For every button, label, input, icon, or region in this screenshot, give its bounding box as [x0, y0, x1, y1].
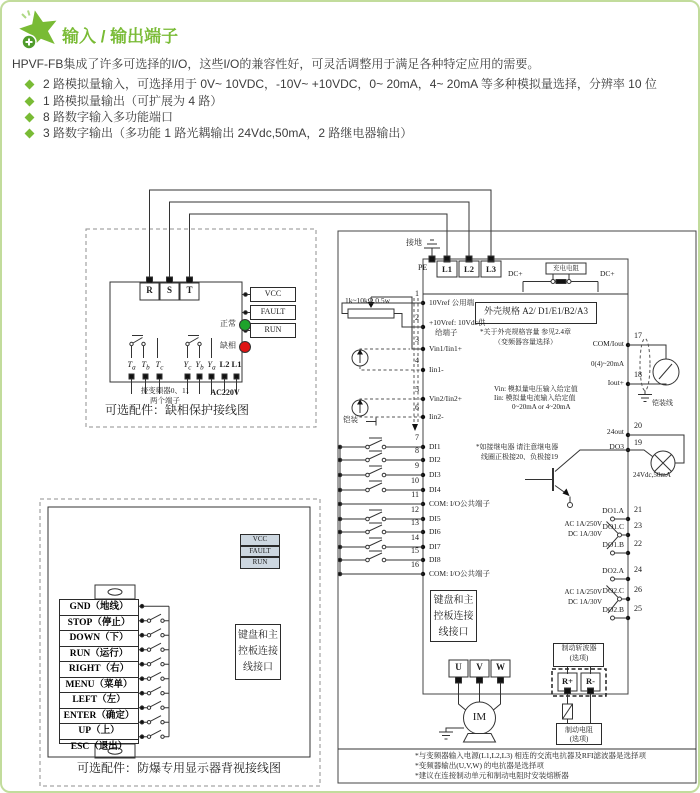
- term-label-6: Iin2-: [429, 412, 444, 421]
- terminal-r: R: [146, 285, 153, 295]
- term-label-comiout: COM/Iout: [592, 339, 624, 348]
- brake-circuit: [552, 667, 606, 723]
- footnote-2: *变频器输出(U,V,W) 的电抗器是选择项: [415, 761, 544, 770]
- status-run: RUN: [264, 325, 282, 334]
- term-label-di6: DI6: [429, 527, 441, 536]
- relay-note-1: *如接继电器 请注意继电器: [476, 443, 559, 451]
- brake-term-rplus: R+: [562, 676, 573, 686]
- frame-note-1: *关于外壳规格容量 参见2.4章: [480, 328, 571, 336]
- shield-wire-label: 铠装线: [652, 399, 673, 407]
- disp-status-run: RUN: [252, 558, 268, 566]
- term-no-16: 16: [411, 560, 419, 569]
- term-no-19: 19: [634, 438, 642, 447]
- term-no-8: 8: [415, 446, 419, 455]
- current-source-symbols: [352, 350, 368, 417]
- term-label-do1a: DO1.A: [602, 506, 624, 515]
- term-no-17: 17: [634, 331, 642, 340]
- term-label-3: Vin1/Iin1+: [429, 344, 462, 353]
- keypad-switches: [139, 604, 169, 738]
- terminal-l1: L1: [231, 359, 242, 369]
- key-esc: ESC（退出）: [70, 741, 128, 752]
- term-label-com1: COM: I/O公共端子: [429, 499, 491, 508]
- phase-loss-note-1: 接变频器0、11: [140, 386, 190, 395]
- keypad-interface-box: 键盘和主 控板连接 线接口: [235, 624, 281, 680]
- motor-label: IM: [472, 711, 487, 723]
- term-no-5: 5: [415, 385, 419, 394]
- charge-resistor-label: 充电电阻: [553, 265, 579, 272]
- terminal-l2: L2: [219, 359, 230, 369]
- term-no-4: 4: [415, 356, 419, 365]
- analog-note-2: Iin: 模拟量电流输入给定值: [494, 394, 576, 402]
- phase-loss-caption: 可选配件：缺相保护接线图: [105, 403, 250, 417]
- phase-loss-note-2: 两个端子: [150, 396, 180, 405]
- key-stop: STOP（停止）: [60, 616, 138, 632]
- term-no-12: 12: [411, 505, 419, 514]
- term-label-do1b: DO1.B: [602, 540, 624, 549]
- term-label-com2: COM: I/O公共端子: [429, 569, 491, 578]
- relay-term-ya: $Y_a$: [207, 359, 216, 372]
- term-no-18: 18: [634, 370, 642, 379]
- term-label-di4: DI4: [429, 485, 441, 494]
- term-label-di5: DI5: [429, 514, 441, 523]
- term-no-23: 23: [634, 521, 642, 530]
- led-normal-label: 正常: [220, 319, 236, 328]
- page-title: 输入 / 输出端子: [62, 27, 179, 46]
- lamp-rating: 24Vdc,50mA: [633, 471, 671, 479]
- terminal-s: S: [166, 285, 172, 295]
- key-menu: MENU（菜单）: [60, 678, 138, 694]
- term-no-2: 2: [415, 313, 419, 322]
- phase-u: U: [455, 662, 462, 672]
- term-no-15: 15: [411, 546, 419, 555]
- key-right: RIGHT（右）: [60, 662, 138, 678]
- main-keypad-interface-box: 键盘和主 控板连接 线接口: [430, 590, 477, 642]
- key-left: LEFT（左）: [60, 693, 138, 709]
- term-no-7: 7: [415, 433, 419, 442]
- key-enter: ENTER（确定）: [60, 709, 138, 725]
- feature-bullet-2: 1 路模拟量输出（可扩展为 4 路）: [26, 92, 222, 109]
- iout-range: 0(4)~20mA: [591, 360, 624, 368]
- term-no-25: 25: [634, 604, 642, 613]
- term-no-14: 14: [411, 533, 419, 542]
- relay-contact-symbols: [130, 336, 212, 359]
- term-label-iout: Iout+: [607, 378, 624, 387]
- keypad-connector-rows: [59, 599, 139, 752]
- term-label-do2c: DO2.C: [602, 586, 624, 595]
- disp-status-vcc: VCC: [252, 535, 268, 543]
- term-label-di2: DI2: [429, 455, 441, 464]
- analog-note-3: 0~20mA or 4~20mA: [512, 403, 571, 411]
- phase-l3: L3: [486, 264, 496, 274]
- term-label-1: 10Vref 公用端: [429, 298, 475, 307]
- term-label-5: Vin2/Iin2+: [429, 394, 462, 403]
- term-no-3: 3: [415, 335, 419, 344]
- term-no-6: 6: [415, 403, 419, 412]
- relay-term-yc: $Y_c$: [183, 359, 192, 372]
- phase-w: W: [496, 662, 505, 672]
- status-vcc: VCC: [264, 289, 282, 298]
- key-up: UP（上）: [60, 724, 138, 740]
- feature-bullet-1: 2 路模拟量输入，可选择用于 0V~ 10VDC，-10V~ +10VDC，0~ 20mA，4~ 20mA 等多种模拟量选择，分辨率 10 位: [26, 75, 657, 92]
- feature-bullet-4: 3 路数字输出（多功能 1 路光耦输出 24Vdc,50mA，2 路继电器输出）: [26, 124, 412, 141]
- status-fault: FAULT: [260, 307, 286, 316]
- phase-l2: L2: [464, 264, 474, 274]
- term-no-10: 10: [411, 476, 419, 485]
- term-no-9: 9: [415, 461, 419, 470]
- do2-rating-ac: AC 1A/250V: [564, 588, 602, 596]
- do1-rating-dc: DC 1A/30V: [567, 530, 602, 538]
- chopper-box: [553, 643, 604, 667]
- relay-note-2: 线圈正极接20、负极接19: [481, 453, 558, 461]
- term-label-2a: +10Vref: 10Vdc供: [429, 318, 486, 327]
- pe-label: PE: [418, 263, 428, 272]
- intro-text: HPVF-FB集成了许多可选择的I/O，这些I/O的兼容性好，可灵活调整用于满足各种特定应用的需要。: [12, 57, 540, 71]
- key-gnd: GND（地线）: [60, 600, 138, 616]
- term-no-22: 22: [634, 539, 642, 548]
- relay-term-tb: $T_b$: [141, 359, 150, 372]
- do1-rating-ac: AC 1A/250V: [564, 520, 602, 528]
- footnote-1: *与变频器输入电源(L1,L2,L3) 相连的交流电抗器及RFI滤波器是选择项: [415, 751, 647, 760]
- frame-note-2: （变频器容量选择）: [494, 338, 557, 346]
- do2-rating-dc: DC 1A/30V: [567, 598, 602, 606]
- chopper-label-2: (选项): [569, 654, 589, 662]
- pot-label: 1k~10kΩ 0.5w: [345, 296, 391, 305]
- led-phase-loss: [240, 342, 251, 353]
- term-label-4: Iin1-: [429, 365, 444, 374]
- ground-label: 接地: [406, 238, 422, 247]
- dc-plus-right: DC+: [600, 269, 615, 278]
- dc-plus-left: DC+: [508, 269, 523, 278]
- term-label-di8: DI8: [429, 555, 441, 564]
- power-label: AC220V: [210, 388, 240, 397]
- term-no-21: 21: [634, 505, 642, 514]
- term-no-1: 1: [415, 289, 419, 298]
- term-label-do3: DO3: [609, 442, 624, 451]
- led-phase-loss-label: 缺相: [220, 341, 236, 350]
- shield-clamp-symbol: [366, 418, 418, 432]
- key-run: RUN（运行）: [60, 647, 138, 663]
- brake-resistor-box: 制动电阻 (选项): [556, 723, 602, 745]
- term-no-24: 24: [634, 565, 642, 574]
- term-no-13: 13: [411, 518, 419, 527]
- key-down: DOWN（下）: [60, 631, 138, 647]
- relay-term-tc: $T_c$: [155, 359, 164, 372]
- term-no-26: 26: [634, 585, 642, 594]
- disp-status-fault: FAULT: [249, 546, 271, 555]
- footnote-3: *建议在连接制动单元和制动电阻时安装熔断器: [415, 771, 569, 780]
- term-label-24out: 24out: [606, 427, 624, 436]
- frame-spec-box: 外壳规格 A2/ D1/E1/B2/A3: [483, 306, 588, 316]
- term-no-20: 20: [634, 421, 642, 430]
- term-label-2b: 给端子: [435, 328, 458, 337]
- feature-bullet-3: 8 路数字输入多功能端口: [26, 108, 173, 125]
- term-no-11: 11: [411, 490, 419, 499]
- brake-term-rminus: R-: [586, 676, 595, 686]
- shield-label: 铠装: [343, 415, 358, 424]
- rst-feed-wires: [150, 190, 492, 277]
- analog-note-1: Vin: 模拟量电压输入给定值: [494, 385, 578, 393]
- terminal-t: T: [186, 285, 193, 295]
- led-normal: [240, 320, 251, 331]
- phase-v: V: [476, 662, 483, 672]
- term-label-do2a: DO2.A: [602, 566, 624, 575]
- term-label-do2b: DO2.B: [602, 605, 624, 614]
- term-label-di3: DI3: [429, 470, 441, 479]
- term-label-di1: DI1: [429, 442, 441, 451]
- term-label-do1c: DO1.C: [602, 522, 624, 531]
- relay-term-ta: $T_a$: [127, 359, 136, 372]
- chopper-label-1: 制动斩波器: [561, 644, 597, 652]
- term-label-di7: DI7: [429, 542, 441, 551]
- phase-l1: L1: [442, 264, 452, 274]
- display-caption: 可选配件：防爆专用显示器背视接线图: [76, 761, 281, 775]
- relay-term-yb: $Y_b$: [195, 359, 204, 372]
